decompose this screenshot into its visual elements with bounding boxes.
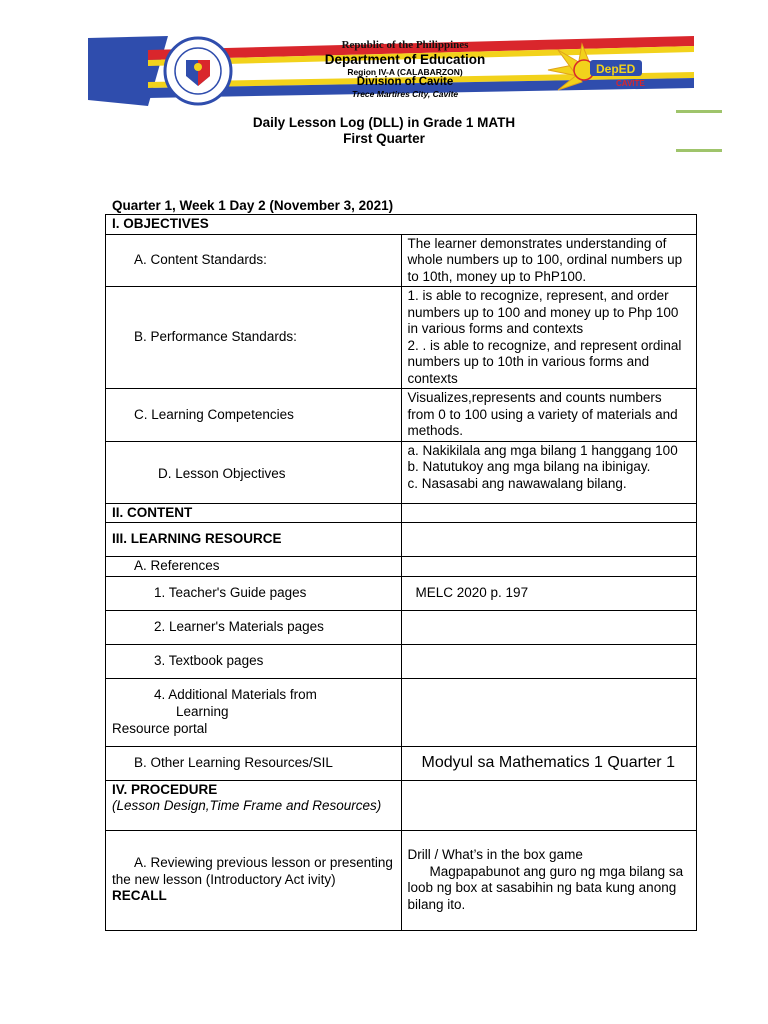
lesson-log-table xyxy=(105,214,697,931)
table-row xyxy=(106,441,697,503)
logo-text: DepED xyxy=(596,62,636,76)
objective-b: b. Natutukoy ang mga bilang na ibinigay. xyxy=(407,459,651,474)
logo-sub-text: CAVITE xyxy=(616,79,645,88)
table-row xyxy=(106,234,697,287)
procedure-heading: IV. PROCEDURE xyxy=(112,781,218,797)
lesson-objectives-label: D. Lesson Objectives xyxy=(106,441,402,503)
procedure-label xyxy=(106,780,402,830)
table-row xyxy=(106,644,697,678)
city-text: Trece Martires City, Cavite xyxy=(351,88,459,99)
table-row xyxy=(106,610,697,644)
table-row xyxy=(106,389,697,442)
procedure-subheading: (Lesson Design,Time Frame and Resources) xyxy=(112,798,382,813)
competencies-value: Visualizes,represents and counts numbers from 0 to 100 using a variety of materials and methods. xyxy=(401,389,697,442)
teachers-guide-value: MELC 2020 p. 197 xyxy=(401,576,697,610)
references-value xyxy=(401,557,697,577)
lesson-objectives-value xyxy=(401,441,697,503)
table-row xyxy=(106,780,697,830)
content-standards-value: The learner demonstrates understanding of whole numbers up to 100, ordinal numbers up to 10th, money up to PhP100. xyxy=(401,234,697,287)
region-text: Region IV-A (CALABARZON) xyxy=(347,66,463,77)
performance-standards-label: B. Performance Standards: xyxy=(106,287,402,389)
table-row xyxy=(106,287,697,389)
content-value xyxy=(401,503,697,523)
table-row xyxy=(106,523,697,557)
textbook-label: 3. Textbook pages xyxy=(106,644,402,678)
learners-materials-value xyxy=(401,610,697,644)
sun-logo-icon xyxy=(538,42,658,94)
objective-a: a. Nakikilala ang mga bilang 1 hanggang 100 xyxy=(407,442,678,458)
seal-icon xyxy=(160,36,236,106)
reviewing-value xyxy=(401,830,697,930)
learners-materials-label: 2. Learner's Materials pages xyxy=(106,610,402,644)
document-subtitle: First Quarter xyxy=(343,131,425,146)
objective-c: c. Nasasabi ang nawawalang bilang. xyxy=(407,475,627,491)
procedure-value xyxy=(401,780,697,830)
document-title: Daily Lesson Log (DLL) in Grade 1 MATH xyxy=(252,115,516,130)
division-text: Division of Cavite xyxy=(356,76,454,88)
deped-seal xyxy=(160,36,236,106)
references-label: A. References xyxy=(106,557,402,577)
table-row xyxy=(106,576,697,610)
competencies-label: C. Learning Competencies xyxy=(106,389,402,442)
additional-materials-value xyxy=(401,678,697,746)
table-row xyxy=(106,746,697,780)
table-row xyxy=(106,557,697,577)
reviewing-label: A. Reviewing previous lesson or presenting the new lesson (Introductory Act ivity) RECALL xyxy=(106,830,402,930)
learning-resource-value xyxy=(401,523,697,557)
table-row xyxy=(106,830,697,930)
additional-materials-label: 4. Additional Materials from Learning Resource portal xyxy=(106,678,402,746)
department-text: Department of Education xyxy=(324,52,486,67)
table-row xyxy=(106,503,697,523)
table-row xyxy=(106,215,697,235)
performance-item-2: 2. . is able to recognize, and represent ordinal numbers up to 10th in various forms and contexts xyxy=(407,337,682,386)
other-resources-label: B. Other Learning Resources/SIL xyxy=(106,746,402,780)
objectives-heading: I. OBJECTIVES xyxy=(106,215,697,235)
performance-standards-value xyxy=(401,287,697,389)
content-heading: II. CONTENT xyxy=(106,503,402,523)
republic-text: Republic of the Philippines xyxy=(341,39,469,51)
week-heading: Quarter 1, Week 1 Day 2 (November 3, 2021) xyxy=(112,198,394,213)
deped-cavite-logo xyxy=(538,42,658,94)
table-row xyxy=(106,678,697,746)
other-resources-value: Modyul sa Mathematics 1 Quarter 1 xyxy=(401,746,697,780)
textbook-value xyxy=(401,644,697,678)
reviewing-item-2: Magpapabunot ang guro ng mga bilang sa loob ng box at sasabihin ng bata kung anong bilang ito. xyxy=(407,863,684,912)
decorative-line-bottom xyxy=(676,149,722,152)
decorative-line-top xyxy=(676,110,722,113)
letterhead-text xyxy=(260,40,550,98)
content-standards-label: A. Content Standards: xyxy=(106,234,402,287)
teachers-guide-label: 1. Teacher's Guide pages xyxy=(106,576,402,610)
learning-resource-heading: III. LEARNING RESOURCE xyxy=(106,523,402,557)
reviewing-item-1: Drill / What’s in the box game xyxy=(407,847,583,862)
performance-item-1: 1. is able to recognize, represent, and order numbers up to 100 and money up to Php 100 in various forms and contexts xyxy=(407,288,679,336)
